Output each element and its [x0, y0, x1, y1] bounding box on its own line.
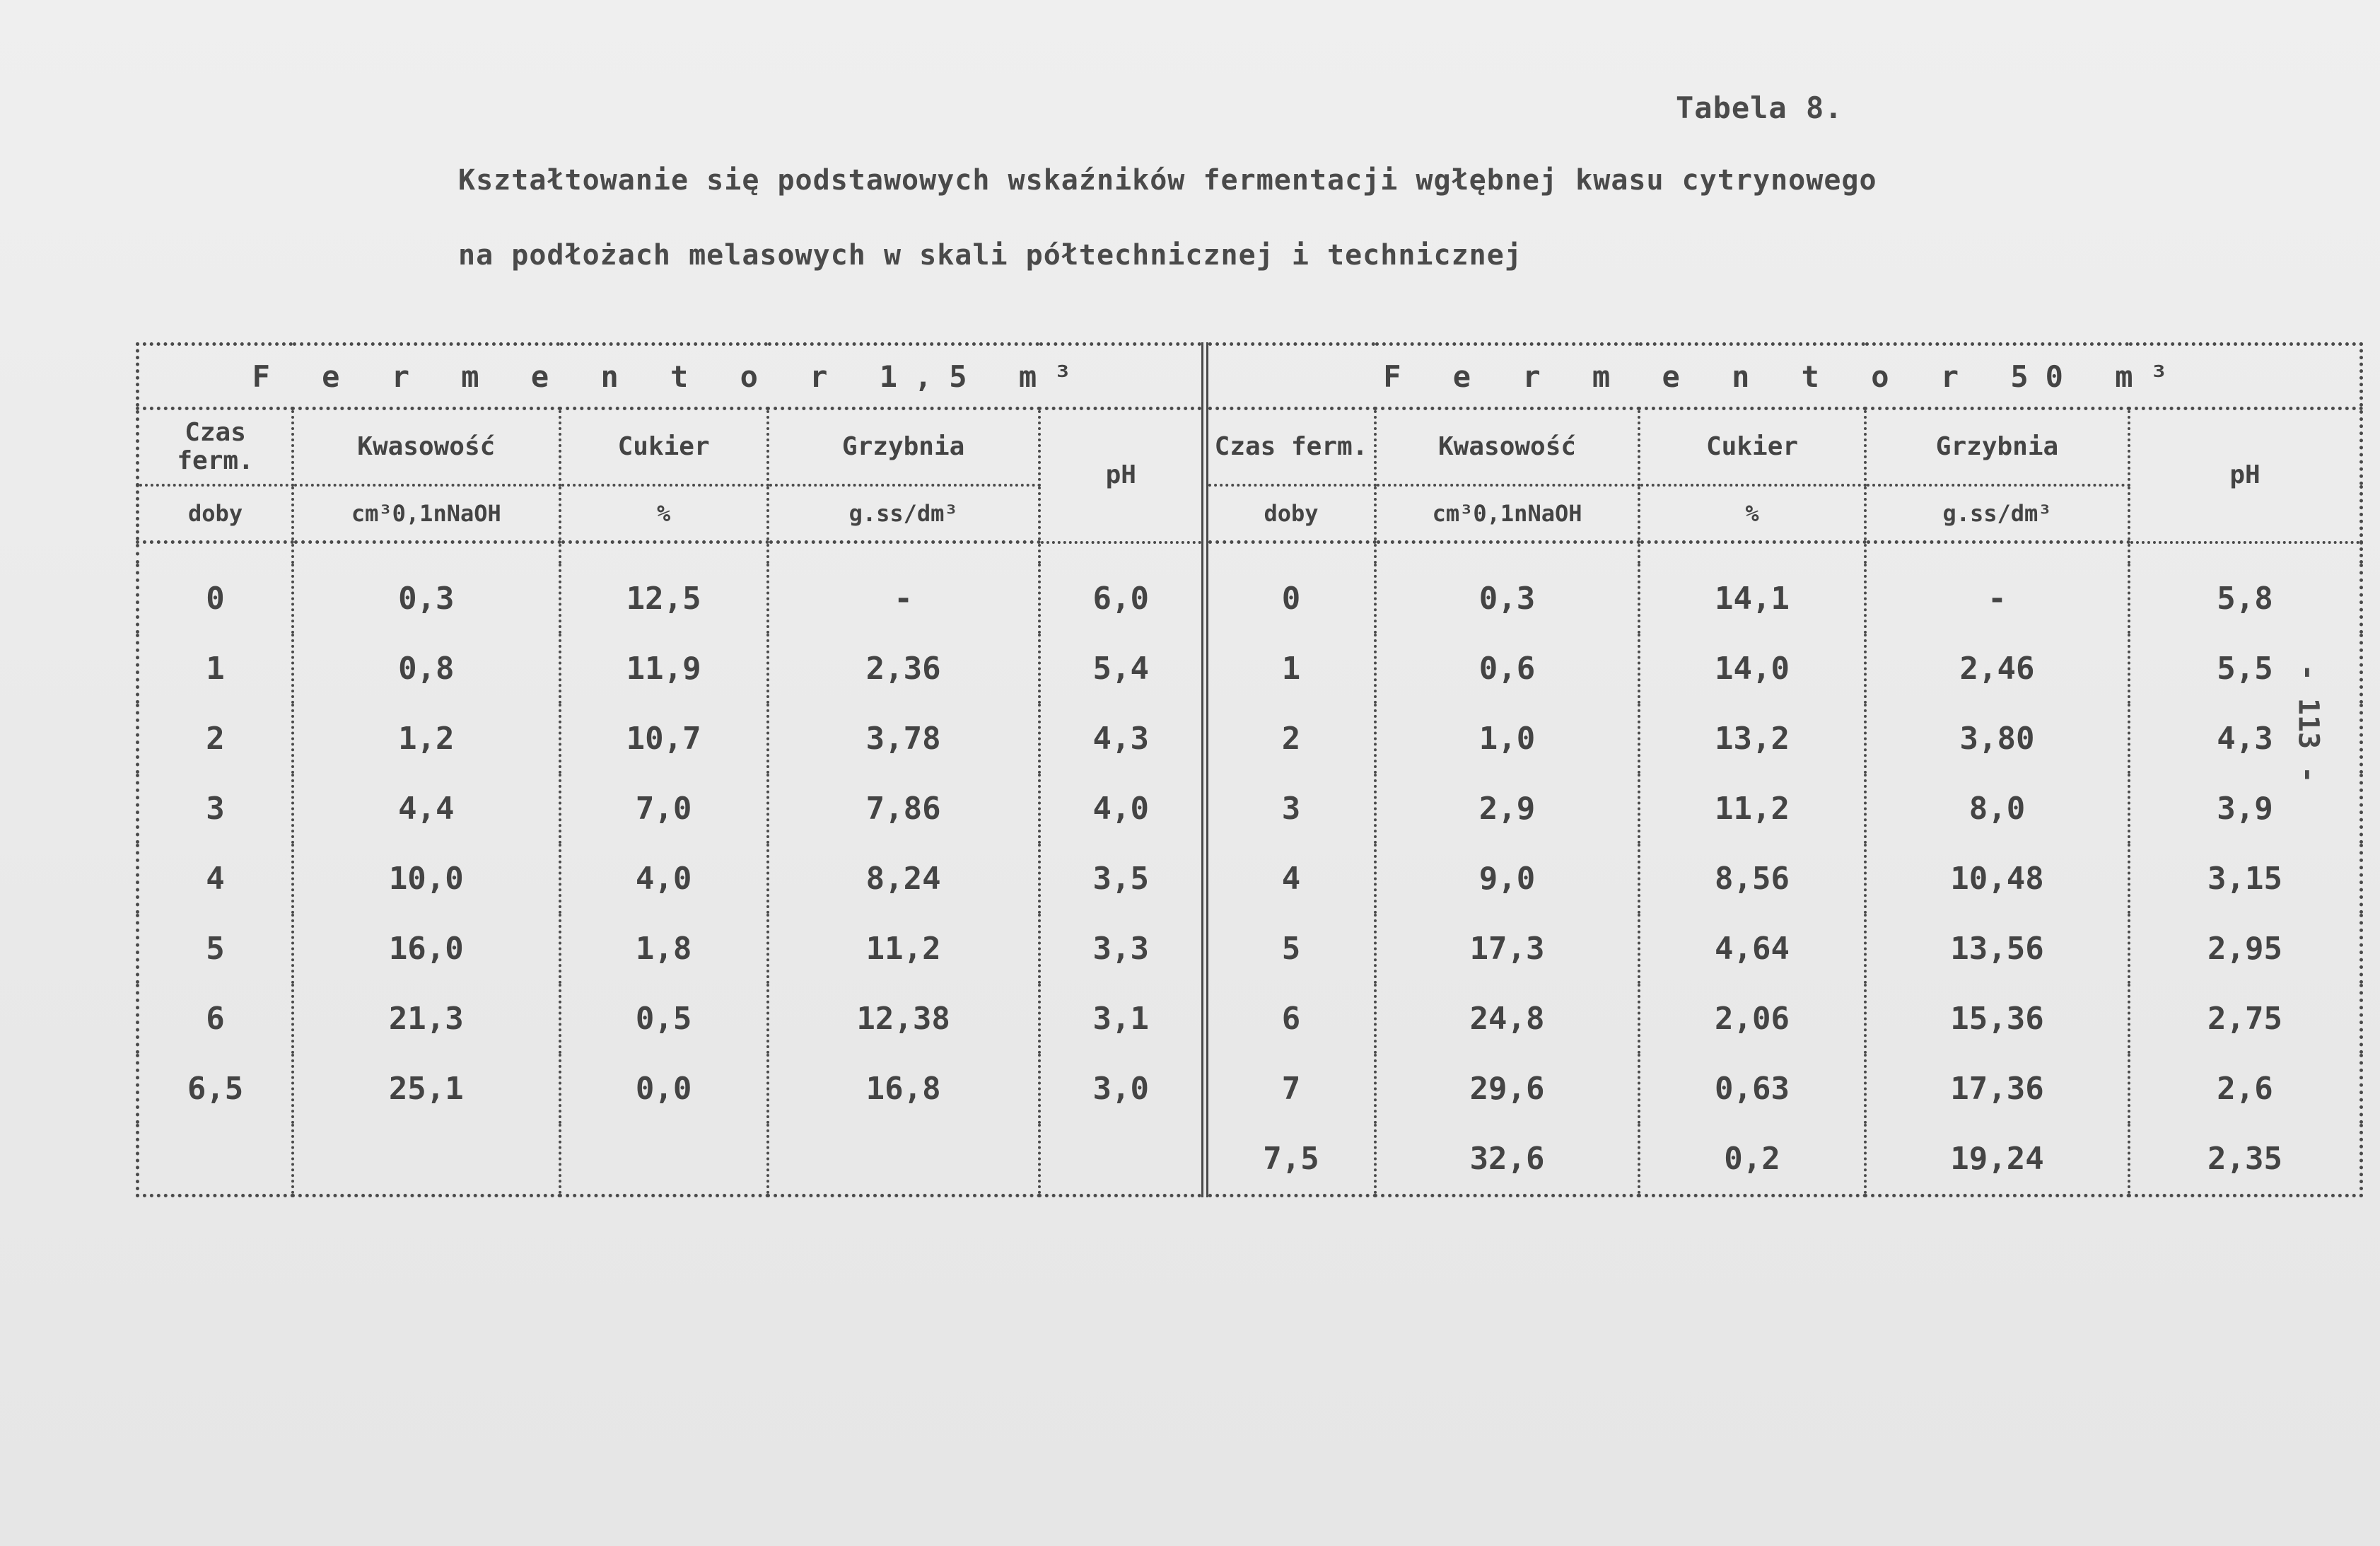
- cell-left-cukier: 4,0: [560, 844, 768, 914]
- cell-left-kwasowosc: 0,8: [293, 634, 559, 704]
- cell-right-ph: 2,75: [2129, 984, 2361, 1054]
- cell-right-kwasowosc: 17,3: [1375, 914, 1639, 984]
- fermentation-table: [136, 342, 2363, 1197]
- table-row: [138, 704, 2362, 774]
- cell-left-grzybnia: [768, 1124, 1039, 1196]
- cell-right-grzybnia: 3,80: [1865, 704, 2129, 774]
- unit-kwasowosc-right: cm³0,1nNaOH: [1375, 485, 1639, 542]
- cell-right-kwasowosc: 2,9: [1375, 774, 1639, 844]
- table-row: [138, 1124, 2362, 1196]
- cell-right-cukier: 14,1: [1639, 564, 1865, 634]
- table-row: [138, 774, 2362, 844]
- cell-left-czas: 6: [138, 984, 293, 1054]
- cell-left-czas: 1: [138, 634, 293, 704]
- cell-right-cukier: 4,64: [1639, 914, 1865, 984]
- cell-left-grzybnia: 3,78: [768, 704, 1039, 774]
- table-row: [138, 634, 2362, 704]
- group-header-fermentor-1-5: F e r m e n t o r 1,5 m³: [138, 344, 1206, 409]
- cell-right-grzybnia: 15,36: [1865, 984, 2129, 1054]
- cell-left-ph: 6,0: [1039, 564, 1206, 634]
- cell-left-kwasowosc: 1,2: [293, 704, 559, 774]
- cell-right-kwasowosc: 0,3: [1375, 564, 1639, 634]
- cell-left-grzybnia: 11,2: [768, 914, 1039, 984]
- cell-left-cukier: [560, 1124, 768, 1196]
- cell-right-cukier: 0,63: [1639, 1054, 1865, 1124]
- cell-right-czas: 4: [1205, 844, 1375, 914]
- cell-right-kwasowosc: 9,0: [1375, 844, 1639, 914]
- cell-right-ph: 2,35: [2129, 1124, 2361, 1196]
- cell-left-kwasowosc: 10,0: [293, 844, 559, 914]
- column-header-grzybnia-right: Grzybnia: [1865, 409, 2129, 486]
- cell-left-czas: 3: [138, 774, 293, 844]
- table-row: [138, 914, 2362, 984]
- cell-right-czas: 6: [1205, 984, 1375, 1054]
- cell-right-grzybnia: 10,48: [1865, 844, 2129, 914]
- cell-left-cukier: 12,5: [560, 564, 768, 634]
- column-header-ph-left: pH: [1039, 409, 1206, 542]
- table-title-line-1: Kształtowanie się podstawowych wskaźników fermentacji wgłębnej kwasu cytrynowego: [458, 164, 1877, 197]
- page-number: - 113 -: [2292, 663, 2325, 784]
- cell-right-grzybnia: -: [1865, 564, 2129, 634]
- cell-left-ph: 3,3: [1039, 914, 1206, 984]
- cell-left-cukier: 11,9: [560, 634, 768, 704]
- table-title-line-2: na podłożach melasowych w skali półtechnicznej i technicznej: [458, 239, 1522, 272]
- column-header-cukier-right: Cukier: [1639, 409, 1865, 486]
- cell-left-grzybnia: 8,24: [768, 844, 1039, 914]
- cell-right-ph: 4,3: [2129, 704, 2361, 774]
- column-header-czas-left: Czas ferm.: [138, 409, 293, 486]
- cell-right-ph: 3,9: [2129, 774, 2361, 844]
- cell-right-czas: 5: [1205, 914, 1375, 984]
- cell-left-grzybnia: 2,36: [768, 634, 1039, 704]
- cell-left-grzybnia: 7,86: [768, 774, 1039, 844]
- cell-right-grzybnia: 2,46: [1865, 634, 2129, 704]
- table-row: [138, 984, 2362, 1054]
- table-row: [138, 844, 2362, 914]
- cell-right-ph: 5,5: [2129, 634, 2361, 704]
- cell-left-czas: [138, 1124, 293, 1196]
- cell-left-ph: 4,0: [1039, 774, 1206, 844]
- cell-right-czas: 2: [1205, 704, 1375, 774]
- column-header-grzybnia-left: Grzybnia: [768, 409, 1039, 486]
- cell-left-cukier: 0,5: [560, 984, 768, 1054]
- cell-left-czas: 2: [138, 704, 293, 774]
- cell-right-kwasowosc: 29,6: [1375, 1054, 1639, 1124]
- cell-right-grzybnia: 19,24: [1865, 1124, 2129, 1196]
- cell-left-kwasowosc: 21,3: [293, 984, 559, 1054]
- cell-left-kwasowosc: 16,0: [293, 914, 559, 984]
- cell-right-ph: 3,15: [2129, 844, 2361, 914]
- cell-left-cukier: 7,0: [560, 774, 768, 844]
- cell-left-cukier: 1,8: [560, 914, 768, 984]
- unit-kwasowosc-left: cm³0,1nNaOH: [293, 485, 559, 542]
- column-header-ph-right: pH: [2129, 409, 2361, 542]
- cell-right-cukier: 8,56: [1639, 844, 1865, 914]
- cell-right-czas: 7: [1205, 1054, 1375, 1124]
- table-label: Tabela 8.: [1676, 91, 1843, 125]
- cell-left-ph: 3,5: [1039, 844, 1206, 914]
- cell-left-ph: 5,4: [1039, 634, 1206, 704]
- cell-left-ph: 3,0: [1039, 1054, 1206, 1124]
- cell-right-ph: 2,95: [2129, 914, 2361, 984]
- cell-right-kwasowosc: 0,6: [1375, 634, 1639, 704]
- cell-left-kwasowosc: 0,3: [293, 564, 559, 634]
- cell-right-kwasowosc: 24,8: [1375, 984, 1639, 1054]
- cell-right-cukier: 2,06: [1639, 984, 1865, 1054]
- cell-left-kwasowosc: 4,4: [293, 774, 559, 844]
- table-row: [138, 564, 2362, 634]
- unit-cukier-left: %: [560, 485, 768, 542]
- cell-left-cukier: 0,0: [560, 1054, 768, 1124]
- cell-right-cukier: 0,2: [1639, 1124, 1865, 1196]
- cell-right-grzybnia: 8,0: [1865, 774, 2129, 844]
- cell-right-czas: 1: [1205, 634, 1375, 704]
- cell-right-czas: 7,5: [1205, 1124, 1375, 1196]
- cell-right-czas: 0: [1205, 564, 1375, 634]
- cell-right-cukier: 14,0: [1639, 634, 1865, 704]
- table-row: [138, 1054, 2362, 1124]
- cell-right-ph: 2,6: [2129, 1054, 2361, 1124]
- column-header-cukier-left: Cukier: [560, 409, 768, 486]
- unit-doby-left: doby: [138, 485, 293, 542]
- cell-left-kwasowosc: 25,1: [293, 1054, 559, 1124]
- cell-right-grzybnia: 17,36: [1865, 1054, 2129, 1124]
- group-header-fermentor-50: F e r m e n t o r 50 m³: [1205, 344, 2361, 409]
- cell-left-czas: 6,5: [138, 1054, 293, 1124]
- column-header-czas-right: Czas ferm.: [1205, 409, 1375, 486]
- unit-cukier-right: %: [1639, 485, 1865, 542]
- cell-right-cukier: 11,2: [1639, 774, 1865, 844]
- cell-left-czas: 5: [138, 914, 293, 984]
- cell-right-czas: 3: [1205, 774, 1375, 844]
- cell-left-czas: 4: [138, 844, 293, 914]
- cell-left-grzybnia: -: [768, 564, 1039, 634]
- cell-left-grzybnia: 12,38: [768, 984, 1039, 1054]
- cell-left-czas: 0: [138, 564, 293, 634]
- unit-grzybnia-right: g.ss/dm³: [1865, 485, 2129, 542]
- unit-doby-right: doby: [1205, 485, 1375, 542]
- unit-grzybnia-left: g.ss/dm³: [768, 485, 1039, 542]
- cell-left-ph: [1039, 1124, 1206, 1196]
- cell-right-kwasowosc: 32,6: [1375, 1124, 1639, 1196]
- column-header-kwasowosc-right: Kwasowość: [1375, 409, 1639, 486]
- cell-right-kwasowosc: 1,0: [1375, 704, 1639, 774]
- cell-right-grzybnia: 13,56: [1865, 914, 2129, 984]
- cell-left-ph: 3,1: [1039, 984, 1206, 1054]
- cell-left-kwasowosc: [293, 1124, 559, 1196]
- cell-right-ph: 5,8: [2129, 564, 2361, 634]
- column-header-kwasowosc-left: Kwasowość: [293, 409, 559, 486]
- cell-left-cukier: 10,7: [560, 704, 768, 774]
- cell-right-cukier: 13,2: [1639, 704, 1865, 774]
- cell-left-ph: 4,3: [1039, 704, 1206, 774]
- cell-left-grzybnia: 16,8: [768, 1054, 1039, 1124]
